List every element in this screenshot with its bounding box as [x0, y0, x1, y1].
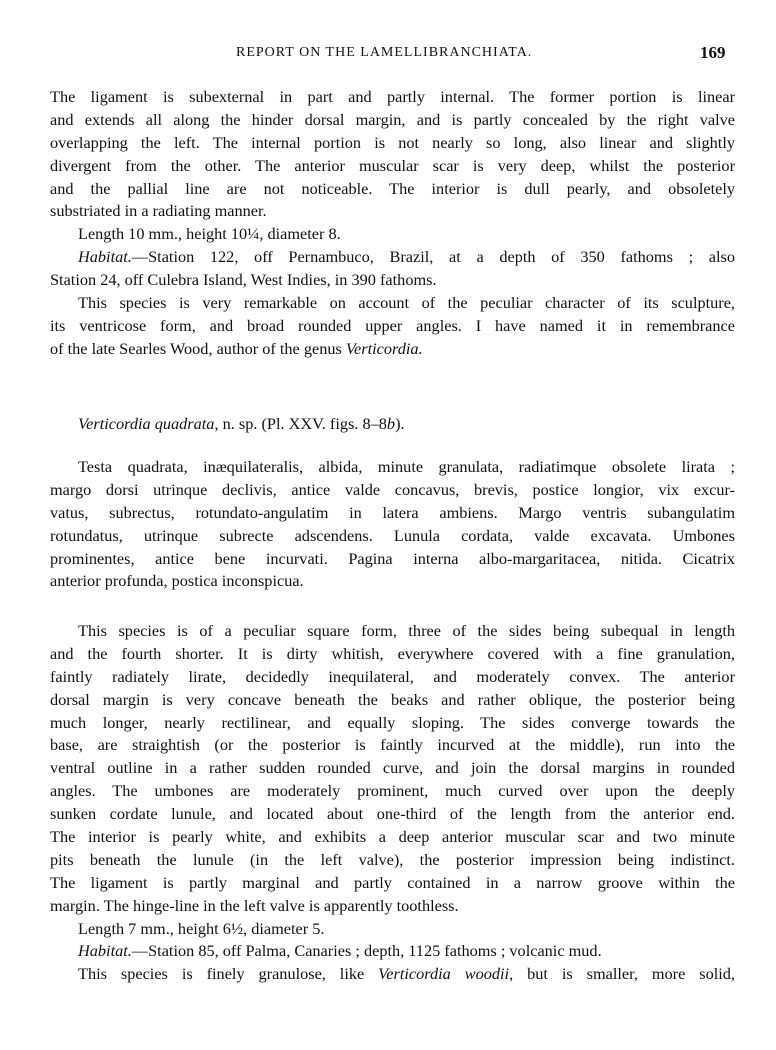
- habitat-line: [50, 246, 735, 269]
- habitat-text: —Station 122, off Pernambuco, Brazil, at a depth of 350 fathoms ; also: [131, 247, 735, 267]
- text-span: , but is smaller, more solid,: [509, 964, 735, 984]
- text-line: rotundatus, utrinque subrecte adscendens. Lunula cordata, valde excavata. Umbones: [50, 525, 735, 545]
- text-span: This species is finely granulose, like: [78, 964, 379, 984]
- text-line: pits beneath the lunule (in the left valve), the posterior impression being indistinct.: [50, 849, 735, 869]
- text-line: anterior profunda, postica inconspicua.: [50, 571, 304, 591]
- text-line: angles. The umbones are moderately prominent, much curved over upon the deeply: [50, 781, 735, 801]
- text-line: [50, 338, 735, 361]
- genus-name: Verticordia.: [345, 338, 423, 358]
- text-line: vatus, subrectus, rotundato-angulatim in latera ambiens. Margo ventris subangulatim: [50, 502, 735, 522]
- text-line: faintly radiately lirate, decidedly inequilateral, and moderately convex. The anterior: [50, 666, 735, 686]
- text-line: overlapping the left. The internal portion is not nearly so long, also linear and slightly: [50, 132, 735, 152]
- text-line: divergent from the other. The anterior muscular scar is very deep, whilst the posterior: [50, 155, 735, 175]
- text-line: [50, 963, 735, 986]
- figure-letter: b: [386, 414, 396, 433]
- text-line: base, are straightish (or the posterior is faintly incurved at the middle), run into the: [50, 735, 735, 755]
- text-line: This species is of a peculiar square form, three of the sides being subequal in length: [78, 621, 735, 640]
- text-line: ventral outline in a rather sudden rounded curve, and join the dorsal margins in rounded: [50, 758, 735, 778]
- habitat-line: [50, 940, 735, 963]
- running-title: REPORT ON THE LAMELLIBRANCHIATA.: [236, 45, 533, 60]
- text-line: The ligament is subexternal in part and partly internal. The former portion is linear: [50, 87, 735, 106]
- text-line: margin. The hinge-line in the left valve is apparently toothless.: [50, 895, 459, 915]
- text-line: its ventricose form, and broad rounded upper angles. I have named it in remembrance: [50, 315, 735, 335]
- text-line: sunken cordate lunule, and located about one-third of the length from the anterior end.: [50, 804, 735, 824]
- species-name: Verticordia woodii: [378, 964, 510, 984]
- english-description: [50, 620, 735, 986]
- page-number: 169: [700, 43, 726, 62]
- latin-diagnosis: [50, 456, 735, 593]
- text-line: dorsal margin is very concave beneath the beaks and rather oblique, the posterior being: [50, 689, 735, 709]
- text-line: The ligament is partly marginal and partly contained in a narrow groove within the: [50, 872, 735, 892]
- text-line: Testa quadrata, inæquilateralis, albida, minute granulata, radiatimque obsolete lirata ;: [78, 457, 735, 476]
- text-line: and the fourth shorter. It is dirty whitish, everywhere covered with a fine granulation,: [50, 643, 735, 663]
- species-name: Verticordia quadrata: [78, 414, 215, 433]
- text-line: substriated in a radiating manner.: [50, 201, 267, 221]
- text-line: This species is very remarkable on account of the peculiar character of its sculpture,: [78, 293, 735, 313]
- habitat-line: Station 24, off Culebra Island, West Indies, in 390 fathoms.: [50, 270, 437, 290]
- species-reference: , n. sp. (Pl. XXV. figs. 8–8: [214, 414, 387, 433]
- text-line: and extends all along the hinder dorsal margin, and is partly concealed by the right valve: [50, 109, 735, 129]
- heading-close: ).: [395, 414, 405, 433]
- text-line: much longer, nearly rectilinear, and equally sloping. The sides converge towards the: [50, 712, 735, 732]
- text-line: The interior is pearly white, and exhibits a deep anterior muscular scar and two minute: [50, 827, 735, 847]
- text-line: margo dorsi utrinque declivis, antice valde concavus, brevis, postice longior, vix excur-: [50, 479, 735, 499]
- dimensions-line: Length 10 mm., height 10¼, diameter 8.: [78, 224, 341, 244]
- dimensions-line: Length 7 mm., height 6½, diameter 5.: [78, 918, 325, 938]
- species-heading: [78, 414, 405, 434]
- text-line: and the pallial line are not noticeable. The interior is dull pearly, and obsoletely: [50, 178, 735, 198]
- text-span: of the late Searles Wood, author of the genus: [50, 338, 346, 358]
- habitat-label: Habitat.: [78, 941, 132, 961]
- description-paragraph-woodii: [50, 86, 735, 361]
- habitat-label: Habitat.: [78, 247, 132, 267]
- habitat-text: —Station 85, off Palma, Canaries ; depth, 1125 fathoms ; volcanic mud.: [131, 941, 602, 961]
- text-line: prominentes, antice bene incurvati. Pagina interna albo-margaritacea, nitida. Cicatrix: [50, 548, 735, 568]
